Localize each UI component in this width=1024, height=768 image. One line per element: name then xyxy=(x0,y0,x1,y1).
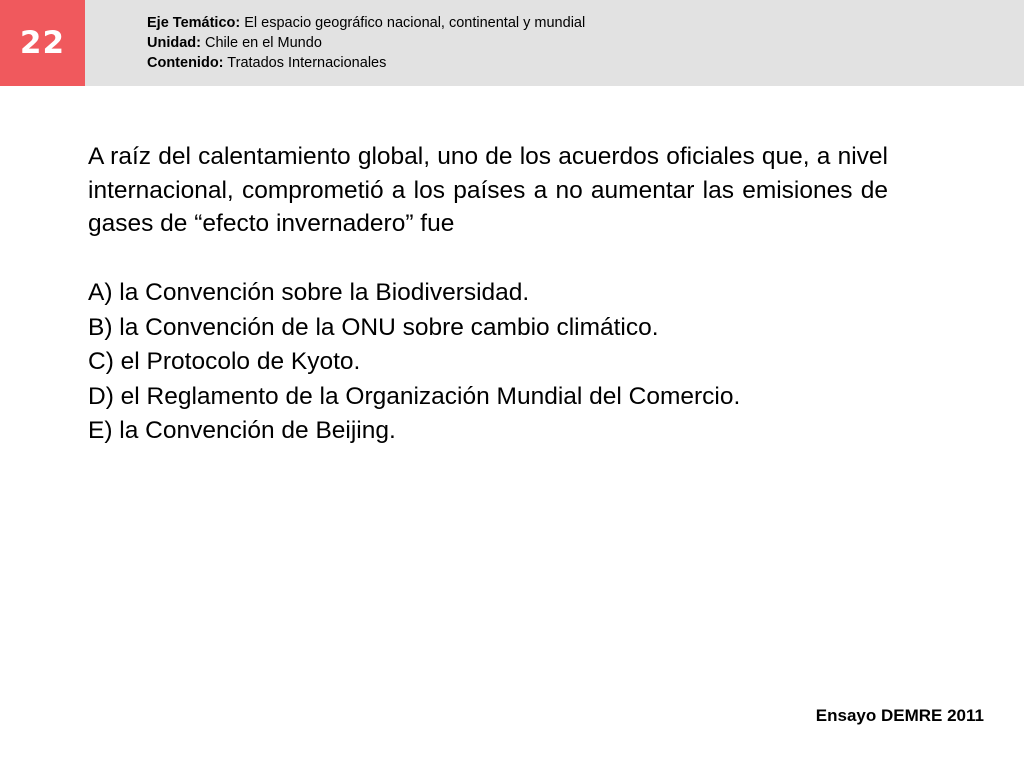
option-d: D) el Reglamento de la Organización Mundial del Comercio. xyxy=(88,382,741,410)
option-e: E) la Convención de Beijing. xyxy=(88,417,396,444)
header-bar xyxy=(0,0,1024,86)
option-c: C) el Protocolo de Kyoto. xyxy=(88,348,361,375)
contenido-value: Tratados Internacionales xyxy=(227,55,387,71)
question-number: 22 xyxy=(19,25,66,61)
contenido-line xyxy=(147,53,585,73)
answer-options xyxy=(88,276,968,449)
unidad-line xyxy=(147,33,585,53)
question-metadata xyxy=(147,13,585,73)
eje-tematico-value: El espacio geográfico nacional, continental y mundial xyxy=(244,15,586,31)
option-a: A) la Convención sobre la Biodiversidad. xyxy=(88,279,530,306)
question-text: A raíz del calentamiento global, uno de los acuerdos oficiales que, a nivel internacional, comprometió a los países a no aumentar las emisiones de gases de “efecto invernadero” fue xyxy=(88,143,888,237)
unidad-label: Unidad: xyxy=(147,35,201,51)
contenido-label: Contenido: xyxy=(147,55,224,71)
unidad-value: Chile en el Mundo xyxy=(205,35,322,51)
eje-tematico-label: Eje Temático: xyxy=(147,15,241,31)
eje-tematico-line xyxy=(147,13,585,33)
option-b: B) la Convención de la ONU sobre cambio climático. xyxy=(88,313,659,341)
source-footer: Ensayo DEMRE 2011 xyxy=(815,706,984,725)
question-number-badge xyxy=(0,0,85,86)
